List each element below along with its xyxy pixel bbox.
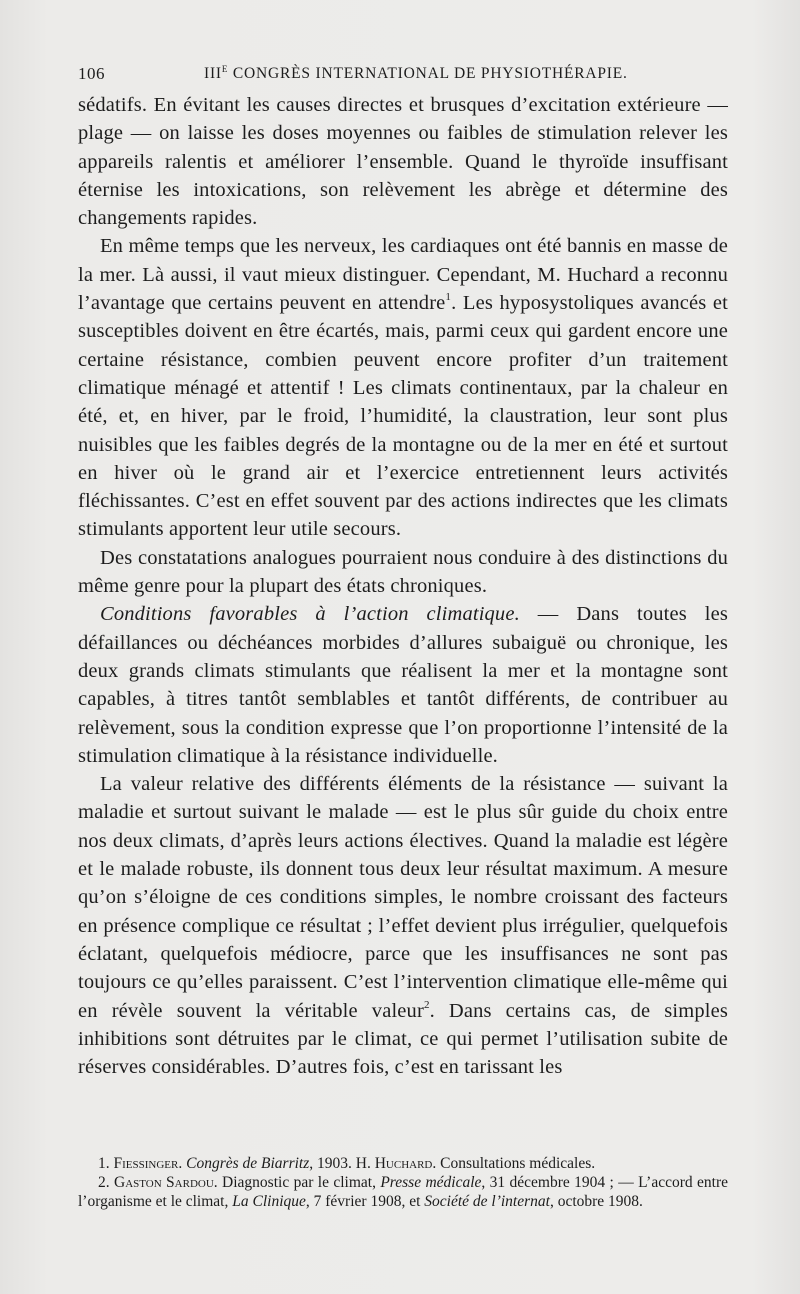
section-heading-italic: Conditions favorables à l’action climatique. xyxy=(100,603,520,626)
paragraph-2-part-a: En même temps que les nerveux, les cardiaques ont été bannis en masse de la mer. Là aussi, il vaut mieux distinguer. Cependant, M. Huchard a reconnu l’avantage que certains peuvent en attendre xyxy=(78,235,728,315)
footnote-2 xyxy=(78,1173,728,1211)
paragraph-4-text: — Dans toutes les défaillances ou déchéances morbides d’allures subaiguë ou chronique, les deux grands climats stimulants que réalisent la mer et la montagne sont capables, à titres tantôt semblables et tantôt différents, de contribuer au relèvement, sous la condition expresse que l’on proportionne l’intensité de la stimulation climatique à la résistance individuelle. xyxy=(78,603,728,767)
footnote-ref-1: 1 xyxy=(445,291,452,304)
footnote-2-text-1: . Diagnostic par le climat, xyxy=(213,1174,381,1191)
paragraph-2 xyxy=(78,232,728,543)
paragraph-5-part-b: . Dans certains cas, de simples inhibitions sont détruites par le climat, ce qui permet l’utilisation subite de réserves considérables. D’autres fois, c’est en tarissant les xyxy=(78,999,728,1079)
title-sup: E xyxy=(221,64,229,74)
footnote-2-journal-2: La Clinique xyxy=(232,1193,306,1210)
running-title xyxy=(204,64,628,83)
paragraph-3: Des constatations analogues pourraient nous conduire à des distinctions du même genre pour la plupart des états chroniques. xyxy=(78,546,728,598)
footnote-1-title: Congrès de Biarritz xyxy=(186,1155,310,1172)
paragraph-5-part-a: La valeur relative des différents éléments de la résistance — suivant la maladie et surtout suivant le malade — est le plus sûr guide du choix entre nos deux climats, d’après leurs actions électives. Quand la maladie est légère et le malade robuste, ils donnent tous deux leur résultat maximum. A mesure qu’on s’éloigne de ces conditions simples, le nombre croissant des facteurs en présence complique ce résultat ; l’effet devient plus irrégulier, quelquefois éclatant, quelquefois médiocre, parce que les insuffisances ne sont pas toujours ce qu’elles paraissent. C’est l’intervention climatique elle-même qui en révèle souvent la véritable valeur xyxy=(78,773,728,1022)
footnote-1-mid: , 1903. H. xyxy=(309,1155,375,1172)
footnote-2-text-2: , 31 décembre 1904 ; — L’accord entre l’organisme et le climat, xyxy=(78,1174,728,1210)
title-prefix: III xyxy=(204,65,222,83)
footnote-ref-2: 2 xyxy=(423,998,430,1011)
footnote-2-number: 2. xyxy=(98,1174,115,1191)
footnote-2-journal-1: Presse médicale xyxy=(380,1174,482,1191)
footnote-1-number: 1. xyxy=(98,1155,114,1172)
footnote-2-text-4: , octobre 1908. xyxy=(549,1193,643,1210)
footnote-2-author: Gaston Sardou xyxy=(114,1174,214,1191)
running-header xyxy=(78,64,728,88)
paragraph-2-part-b: . Les hyposystoliques avancés et susceptibles doivent en être écartés, mais, parmi ceux qui gardent encore une certaine résistance, combien peuvent encore profiter d’un traitement climatique ménagé et attentif ! Les climats continentaux, par la chaleur en été, et, en hiver, par le froid, l’humidité, la claustration, leur sont plus nuisibles que les faibles degrés de la montagne ou de la mer en été et surtout en hiver où le grand air et l’exercice entretiennent leurs activités fléchissantes. C’est en effet souvent par des actions indirectes que les climats stimulants apportent leur utile secours. xyxy=(78,292,728,541)
page-number: 106 xyxy=(78,64,105,83)
footnote-1-author-2: Huchard xyxy=(374,1155,433,1172)
paragraph-5 xyxy=(78,770,728,1081)
paragraph-1: sédatifs. En évitant les causes directes et brusques d’excitation extérieure — plage — on laisse les doses moyennes ou faibles de stimulation relever les appareils ralentis et améliorer l’ensemble. Quand le thyroïde insuffisant éternise les intoxications, son relèvement les abrège et détermine des changements rapides. xyxy=(78,94,728,230)
footnote-1-author: Fiessinger xyxy=(113,1155,179,1172)
footnote-2-journal-3: Société de l’internat xyxy=(424,1193,550,1210)
footnote-1 xyxy=(78,1154,728,1173)
footnote-1-rest: . Consultations médicales. xyxy=(432,1155,596,1172)
title-rest: CONGRÈS INTERNATIONAL DE PHYSIOTHÉRAPIE. xyxy=(228,65,628,83)
footnote-2-text-3: , 7 février 1908, et xyxy=(305,1193,425,1210)
paragraph-4 xyxy=(78,600,728,770)
footnotes xyxy=(78,1154,728,1211)
footnote-1-sep: . xyxy=(178,1155,187,1172)
body-text xyxy=(78,91,728,1081)
